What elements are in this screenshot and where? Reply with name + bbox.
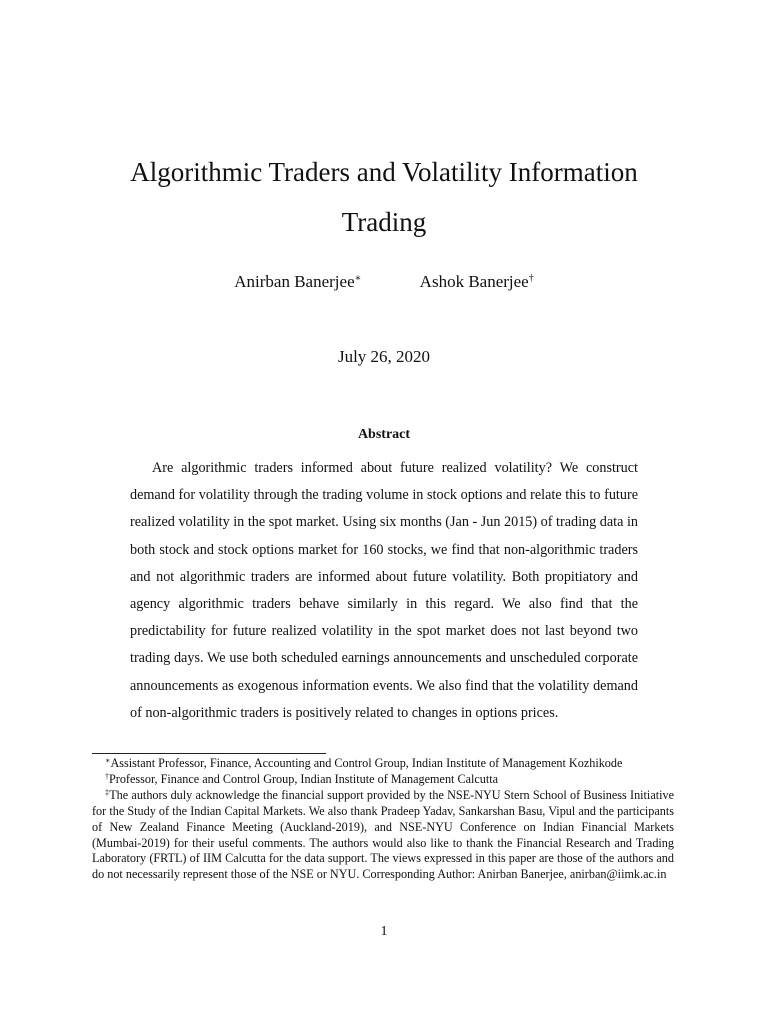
footnote-text: Assistant Professor, Finance, Accounting and Control Group, Indian Institute of Management Kozhikode xyxy=(110,756,623,770)
footnote-mark: ∗ xyxy=(105,756,111,765)
footnote-mark: † xyxy=(105,771,109,781)
author-name: Anirban Banerjee xyxy=(234,272,355,291)
author-footnote-mark: † xyxy=(528,273,534,284)
paper-title: Algorithmic Traders and Volatility Information Trading xyxy=(130,157,638,237)
footnotes xyxy=(92,756,674,883)
author-footnote-mark: ∗ xyxy=(354,273,362,284)
abstract-heading: Abstract xyxy=(357,427,411,442)
author-2 xyxy=(420,270,534,294)
footnote-text: The authors duly acknowledge the financial support provided by the NSE-NYU Stern School of Business Initiative for the Study of the Indian Capital Markets. We also thank Pradeep Yadav, Sankarshan Basu, Vipul and the participants of New Zealand Finance Meeting (Auckland-2019), and NSE-NYU Conference on Indian Financial Markets (Mumbai-2019) for their useful comments. The authors would also like to thank the Financial Research and Trading Laboratory (FRTL) of IIM Calcutta for the data support. The views expressed in this paper are those of the authors and do not necessarily represent those of the NSE or NYU. Corresponding Author: Anirban Banerjee, anirban@iimk.ac.in xyxy=(92,787,675,882)
paper-date: July 26, 2020 xyxy=(337,347,431,366)
footnote-text: Professor, Finance and Control Group, Indian Institute of Management Calcutta xyxy=(109,771,499,786)
page-number: 1 xyxy=(380,924,388,939)
author-1 xyxy=(234,270,361,294)
footnote-1 xyxy=(92,756,674,772)
footnote-3 xyxy=(92,788,674,883)
author-list xyxy=(0,270,768,294)
footnote-divider xyxy=(92,753,326,754)
footnote-2 xyxy=(92,772,674,788)
author-name: Ashok Banerjee xyxy=(419,272,529,291)
footnote-mark: ‡ xyxy=(105,787,110,797)
abstract-text: Are algorithmic traders informed about future realized volatility? We construct demand for volatility through the trading volume in stock options and relate this to future realized volatility in the spot market. Using six months (Jan - Jun 2015) of trading data in both stock and stock options market for 160 stocks, we find that non-algorithmic traders and not algorithmic traders are informed about future volatility. Both propitiatory and agency algorithmic traders behave similarly in this regard. We also find that the predictability for future realized volatility in the spot market does not last beyond two trading days. We use both scheduled earnings announcements and unscheduled corporate announcements as exogenous information events. We also find that the volatility demand of non-algorithmic traders is positively related to changes in options prices. xyxy=(130,460,638,721)
